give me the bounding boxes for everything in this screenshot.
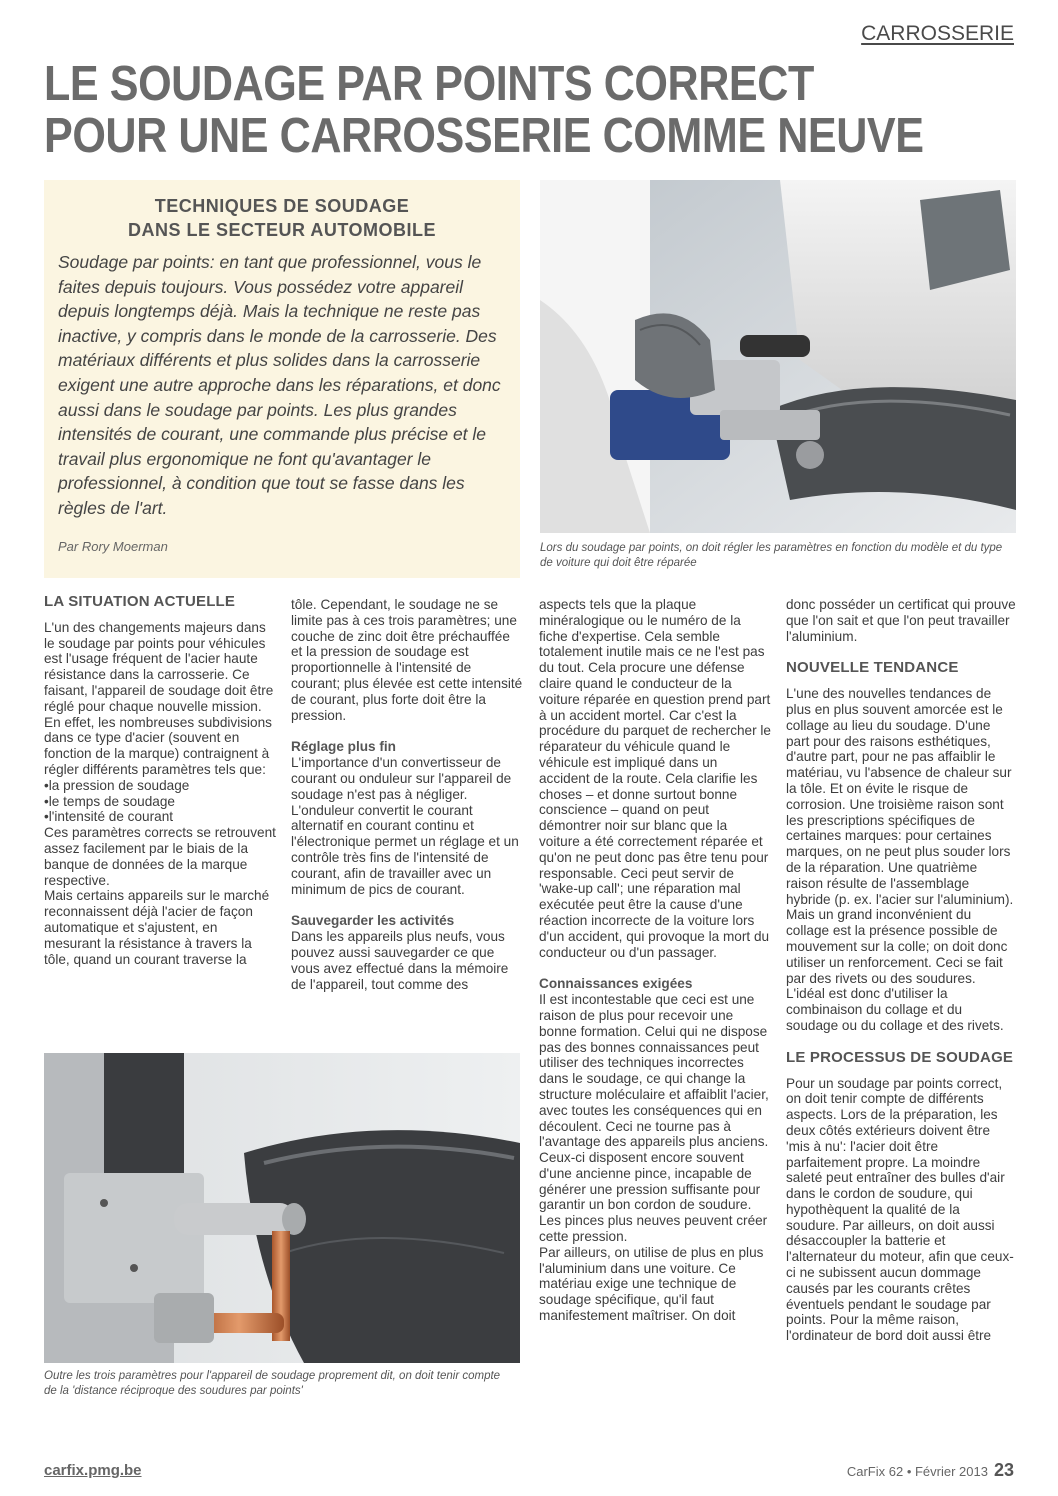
- list-item: • l'intensité de courant: [44, 809, 276, 825]
- title-line-1: LE SOUDAGE PAR POINTS CORRECT: [44, 57, 814, 111]
- list-item: • la pression de soudage: [44, 778, 276, 794]
- issue-label: CarFix 62 • Février 2013: [846, 1464, 988, 1479]
- byline: Par Rory Moerman: [58, 538, 168, 554]
- subheading-connaissances: Connaissances exigées: [539, 976, 693, 992]
- subheading-sauvegarder: Sauvegarder les activités: [291, 913, 455, 929]
- paragraph: Ces paramètres corrects se retrouvent assez facilement par le biais de la banque de données de la marque respective.: [44, 825, 276, 888]
- photo-welding-car-body: [540, 180, 1016, 533]
- subheading-reglage: Réglage plus fin: [291, 739, 396, 755]
- paragraph: donc posséder un certificat qui prouve que l'on sait et que l'on peut travailler l'aluminium.: [786, 597, 1016, 644]
- paragraph: L'une des nouvelles tendances de plus en plus souvent amorcée est le collage au lieu du soudage. D'une part pour des raisons esthétiques, d'autre part, pour ne pas affaiblir le matériau, vu l'absence de chaleur sur la tôle. Et on évite le risque de corrosion. Une troisième raison sont les prescriptions spécifiques de certaines marques: pour certaines marques, on ne peut plus souder lors de la réparation. Une quatrième raison résulte de l'assemblage hybride (p. ex. l'acier sur l'aluminium). Mais un grand inconvénient du collage est la présence possible de mouvement sur la colle; on doit donc utiliser un renforcement. Ceci se fait par des rivets ou des soudures. L'idéal est donc d'utiliser la combinaison du collage et du soudage ou du collage et des rivets.: [786, 686, 1014, 1033]
- paragraph: Dans les appareils plus neufs, vous pouvez aussi sauvegarder ce que vous avez effectué dans la mémoire de l'appareil, tout comme des: [291, 929, 509, 992]
- intro-heading: [58, 194, 506, 242]
- intro-heading-line-2: DANS LE SECTEUR AUTOMOBILE: [127, 220, 436, 240]
- paragraph: Mais certains appareils sur le marché reconnaissent déjà l'acier de façon automatique et s'ajustent, en mesurant la résistance à travers la tôle, quand un courant traverse la: [44, 888, 270, 967]
- article-title: [44, 57, 924, 163]
- column-2: [291, 597, 523, 992]
- heading-situation-actuelle: LA SITUATION ACTUELLE: [44, 593, 236, 610]
- intro-heading-line-1: TECHNIQUES DE SOUDAGE: [154, 196, 410, 216]
- caption-bottom-photo: Outre les trois paramètres pour l'appareil de soudage proprement dit, on doit tenir compte de la 'distance réciproque des soudures par points': [44, 1370, 501, 1397]
- column-1: [44, 594, 276, 967]
- page-number: 23: [993, 1460, 1014, 1480]
- paragraph: Par ailleurs, on utilise de plus en plus l'aluminium dans une voiture. Ce matériau exige une technique de soudage spécifique, qu'il faut manifestement maîtriser. On doit: [539, 1244, 764, 1324]
- paragraph: L'un des changements majeurs dans le soudage par points pour véhicules est l'usage fréquent de l'acier haute résistance dans la carrosserie. Ce faisant, l'appareil de soudage doit être réglé pour chaque nouvelle mission. En effet, les nombreuses subdivisions dans ce type d'acier (souvent en fonction de la marque) contraignent à régler différents paramètres tels que:: [44, 619, 274, 777]
- column-4: [786, 597, 1016, 1344]
- heading-nouvelle-tendance: NOUVELLE TENDANCE: [786, 659, 959, 677]
- paragraph: tôle. Cependant, le soudage ne se limite pas à ces trois paramètres; une couche de zinc doit être préchauffée et la pression de soudage est proportionnelle à l'intensité de courant; plus élevée est cette intensité de courant, plus forte doit être la pression.: [291, 597, 523, 723]
- list-item: • le temps de soudage: [44, 794, 276, 810]
- caption-top-photo: Lors du soudage par points, on doit régler les paramètres en fonction du modèle et du type de voiture qui doit être réparée: [540, 542, 1003, 569]
- paragraph: aspects tels que la plaque minéralogique ou le numéro de la fiche d'expertise. Cela semble totalement inutile mais ce ne l'est pas du tout. Cela procure une défense claire quand le conducteur de la voiture réparée en question prend part à un accident mortel. Car c'est la procédure du parquet de rechercher le réparateur du véhicule quand le véhicule est impliqué dans un accident de la route. Cela clarifie les choses – et donne surtout bonne conscience – quand on peut démontrer noir sur blanc que la voiture a été correctement réparée et qu'on ne peut donc pas être tenu pour responsable. Ceci peut servir de 'wake-up call'; une réparation mal exécutée peut être la cause d'une réaction incorrecte de la voiture lors d'un accident, qui provoque la mort du conducteur ou d'un passager.: [539, 597, 771, 960]
- paragraph: Pour un soudage par points correct, on doit tenir compte de différents aspects. Lors de la préparation, les deux côtés extérieurs doivent être 'mis à nu': l'acier doit être parfaitement propre. La moindre saleté peut entraîner des bulles d'air dans le cordon de soudure, qui hypothèquent la qualité de la soudure. Par ailleurs, on doit aussi désaccoupler la batterie et l'alternateur du moteur, afin que ceux-ci ne subissent aucun dommage causés par les courants crêtes éventuels pendant le soudage par points. Pour la même raison, l'ordinateur de bord doit aussi être: [786, 1075, 1014, 1344]
- paragraph: Il est incontestable que ceci est une raison de plus pour recevoir une bonne formation. Celui qui ne dispose pas des bonnes connaissances peut utiliser des techniques incorrectes dans le soudage, ce qui change la structure moléculaire et affaiblit l'acier, avec toutes les conséquences qui en découlent. Ceci ne tourne pas à l'avantage des appareils plus anciens. Ceux-ci disposent encore souvent d'une ancienne pince, incapable de générer une pression suffisante pour garantir un bon cordon de soudure. Les pinces plus neuves peuvent créer cette pression.: [539, 992, 769, 1245]
- footer-issue: [847, 1460, 1014, 1481]
- title-line-2: POUR UNE CARROSSERIE COMME NEUVE: [44, 109, 924, 163]
- parameter-list: [44, 778, 276, 825]
- heading-processus: LE PROCESSUS DE SOUDAGE: [786, 1048, 1014, 1066]
- intro-box: [44, 180, 520, 578]
- column-3: [539, 597, 771, 1324]
- footer-site-link[interactable]: carfix.pmg.be: [44, 1462, 142, 1479]
- section-tag: CARROSSERIE: [861, 22, 1014, 45]
- paragraph: L'importance d'un convertisseur de courant ou onduleur sur l'appareil de soudage n'est pas à négliger. L'onduleur convertit le courant alternatif en courant continu et l'électronique permet un réglage et un contrôle très fins de l'intensité de courant, afin de travailler avec un minimum de pics de courant.: [291, 755, 519, 897]
- photo-welding-clamp: [44, 1053, 520, 1363]
- intro-text: Soudage par points: en tant que professionnel, vous le faites depuis toujours. Vous possédez votre appareil depuis longtemps déjà. Mais la technique ne reste pas inactive, y compris dans le monde de la carrosserie. Des matériaux différents et plus solides dans la carrosserie exigent une autre approche dans les réparations, et donc aussi dans le soudage par points. Les plus grandes intensités de courant, une commande plus précise et le travail plus ergonomique ne font qu'avantager le professionnel, à condition que tout se fasse dans les règles de l'art.: [58, 252, 501, 518]
